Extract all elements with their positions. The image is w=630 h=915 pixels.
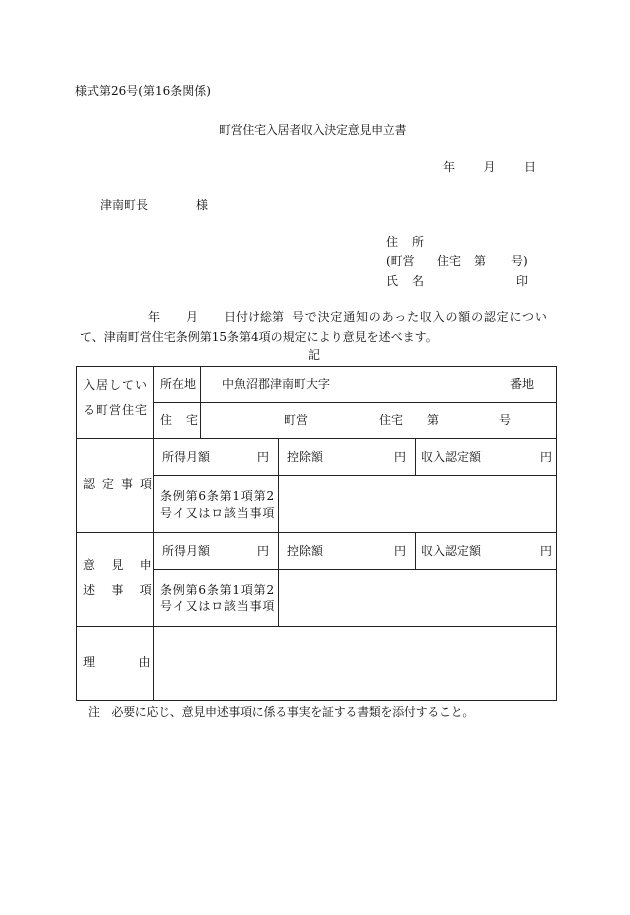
iken-recognized-unit: 円 — [540, 544, 553, 558]
applicant-housing-open: (町営 — [386, 254, 415, 268]
iken-clause-line1: 条例第6条第1項第2 — [160, 583, 275, 597]
nintei-deduction-unit: 円 — [394, 450, 407, 464]
reason-label: 理 由 — [83, 655, 158, 669]
unit-housing: 住宅 — [379, 413, 404, 427]
ki-heading: 記 — [308, 348, 321, 362]
iken-income-label: 所得月額 — [162, 544, 211, 558]
nintei-deduction-label: 控除額 — [287, 450, 324, 464]
iken-label-cell — [76, 532, 154, 627]
location-prefix: 中魚沼郡津南町大字 — [222, 377, 331, 391]
iken-clause-value-cell — [278, 569, 557, 627]
footnote: 注 必要に応じ、意見申述事項に係る事実を証する書類を添付すること。 — [88, 705, 475, 719]
location-label-cell — [153, 366, 201, 403]
nintei-deduction-cell — [278, 438, 416, 476]
nintei-recognized-label: 収入認定額 — [421, 450, 482, 464]
nintei-clause-cell — [153, 475, 279, 533]
applicant-housing-mid: 住宅 — [437, 254, 462, 268]
nintei-recognized-cell — [415, 438, 557, 476]
iken-label-line2: 述 事 項 — [83, 583, 155, 597]
iken-deduction-label: 控除額 — [287, 544, 324, 558]
location-label: 所在地 — [160, 377, 197, 391]
iken-recognized-label: 収入認定額 — [421, 544, 482, 558]
unit-value-cell — [200, 402, 557, 439]
iken-income-cell — [153, 532, 279, 570]
unit-label: 住 宅 — [160, 413, 200, 427]
unit-go: 号 — [499, 413, 512, 427]
nintei-clause-line2: 号イ又はロ該当事項 — [160, 506, 276, 520]
nintei-clause-value-cell — [278, 475, 557, 533]
location-suffix: 番地 — [510, 377, 535, 391]
form-number: 様式第26号(第16条関係) — [75, 84, 211, 98]
nintei-clause-line1: 条例第6条第1項第2 — [160, 489, 275, 503]
body-year: 年 — [148, 310, 161, 324]
seal-mark: 印 — [516, 274, 529, 288]
nintei-label-cell — [76, 438, 154, 533]
reason-label-cell — [76, 626, 158, 701]
body-line2: て、津南町営住宅条例第15条第4項の規定により意見を述べます。 — [80, 330, 438, 344]
applicant-address-label: 住 所 — [386, 235, 426, 249]
iken-deduction-cell — [278, 532, 416, 570]
body-line1-rest: 号で決定通知のあった収入の額の認定につい — [292, 310, 548, 324]
nintei-income-unit: 円 — [257, 450, 270, 464]
iken-deduction-unit: 円 — [394, 544, 407, 558]
iken-label-line1: 意 見 申 — [83, 558, 155, 572]
applicant-housing-close: 号) — [511, 254, 528, 268]
body-month: 月 — [186, 310, 199, 324]
iken-clause-line2: 号イ又はロ該当事項 — [160, 599, 276, 613]
unit-no: 第 — [427, 413, 440, 427]
nintei-label: 認 定 事 項 — [83, 477, 154, 491]
iken-recognized-cell — [415, 532, 557, 570]
nintei-income-cell — [153, 438, 279, 476]
location-value-cell — [200, 366, 557, 403]
unit-town: 町営 — [284, 413, 309, 427]
reason-value-cell — [153, 626, 557, 701]
housing-label-line2: る町営住宅 — [83, 403, 149, 417]
document-title: 町営住宅入居者収入決定意見申立書 — [219, 123, 407, 137]
body-day: 日付け総第 — [224, 310, 285, 324]
iken-income-unit: 円 — [257, 544, 270, 558]
housing-label-line1: 入居してい — [83, 378, 149, 392]
applicant-name-label: 氏 名 — [386, 274, 426, 288]
housing-label-cell — [76, 366, 154, 439]
applicant-housing-no: 第 — [474, 254, 487, 268]
iken-clause-cell — [153, 569, 279, 627]
nintei-recognized-unit: 円 — [540, 450, 553, 464]
nintei-income-label: 所得月額 — [162, 450, 211, 464]
addressee-honorific: 様 — [196, 198, 209, 212]
unit-label-cell — [153, 402, 201, 439]
date-label: 年 月 日 — [443, 160, 538, 174]
addressee-name: 津南町長 — [100, 198, 149, 212]
